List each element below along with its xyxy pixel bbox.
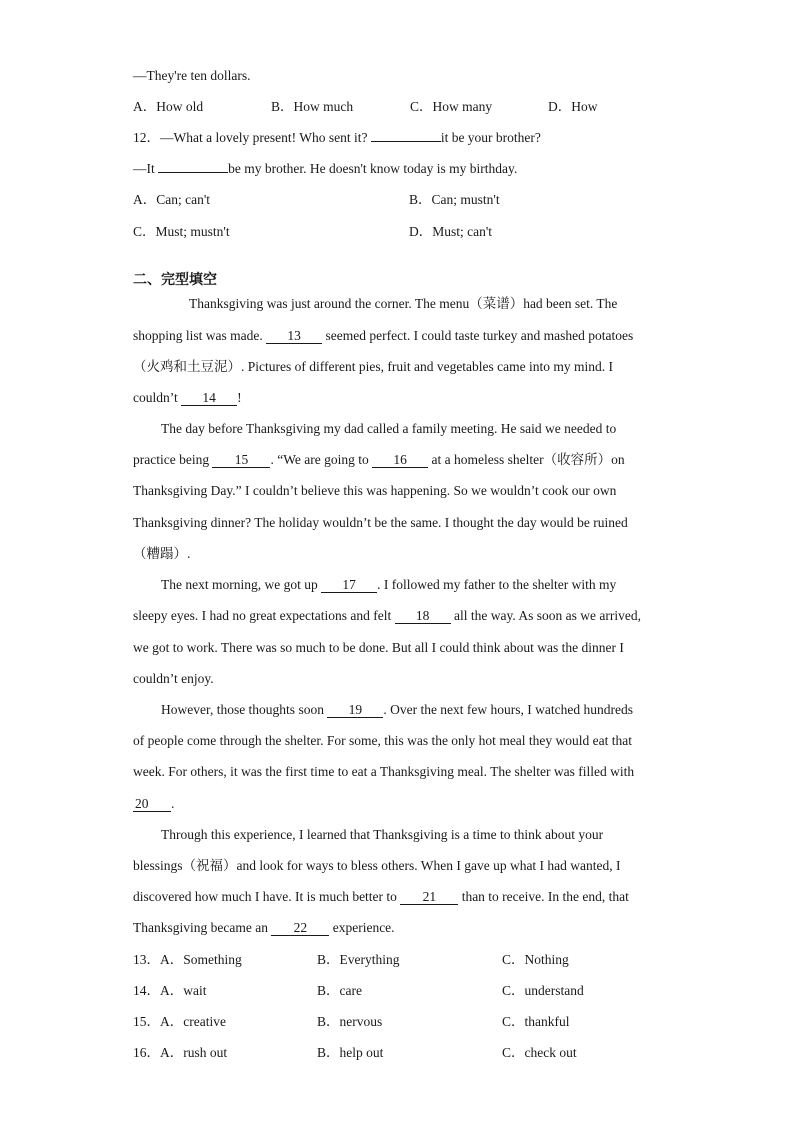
q12-question-line2	[133, 160, 517, 178]
choice-14-a: A．wait	[160, 983, 207, 998]
choice-16-num: 16．	[133, 1045, 160, 1060]
q12-text-a: 12．—What a lovely present! Who sent it?	[133, 130, 371, 145]
blank-18: 18	[395, 608, 451, 624]
p3-text: all the way. As soon as we arrived,	[450, 608, 641, 623]
p4-line1	[161, 701, 633, 719]
p1-line2	[133, 327, 633, 345]
q11-option-a: A．How old	[133, 99, 204, 114]
choice-14-num: 14．	[133, 983, 160, 998]
choice-16-a: A．rush out	[160, 1045, 228, 1060]
p3-line4: couldn’t enjoy.	[133, 671, 214, 686]
blank-14: 14	[181, 390, 237, 406]
p1-text: couldn’t	[133, 390, 182, 405]
q12-blank-1	[371, 141, 441, 142]
p2-text: practice being	[133, 452, 213, 467]
choice-13-b: B．Everything	[317, 952, 400, 967]
choice-14-c: C．understand	[502, 983, 584, 998]
p4-text: However, those thoughts soon	[161, 702, 328, 717]
choice-13-a: A．Something	[160, 952, 242, 967]
q11-option-c: C．How many	[410, 99, 493, 114]
p4-line4	[133, 795, 174, 813]
p2-line3: Thanksgiving Day.” I couldn’t believe this was happening. So we wouldn’t cook our own	[133, 483, 617, 498]
p5-text: experience.	[329, 920, 395, 935]
p3-line1	[161, 576, 616, 594]
blank-13: 13	[266, 328, 322, 344]
p1-text: seemed perfect. I could taste turkey and mashed potatoes	[322, 328, 634, 343]
p1-line3: （火鸡和土豆泥）. Pictures of different pies, fruit and vegetables came into my mind. I	[133, 359, 614, 374]
choice-14-b: B．care	[317, 983, 362, 998]
p5-line2: blessings（祝福）and look for ways to bless others. When I gave up what I had wanted, I	[133, 858, 621, 873]
p1-text: !	[237, 390, 242, 405]
p3-text: sleepy eyes. I had no great expectations and felt	[133, 608, 395, 623]
p1-text: shopping list was made.	[133, 328, 267, 343]
choice-15-c: C．thankful	[502, 1014, 570, 1029]
p4-line3: week. For others, it was the first time to eat a Thanksgiving meal. The shelter was filled with	[133, 764, 635, 779]
p3-line3: we got to work. There was so much to be done. But all I could think about was the dinner I	[133, 640, 624, 655]
q12-blank-2	[158, 172, 228, 173]
q12-option-c: C．Must; mustn't	[133, 224, 230, 239]
q12-text-b: it be your brother?	[440, 130, 541, 145]
q11-option-d: D．How	[548, 99, 598, 114]
blank-19: 19	[327, 702, 383, 718]
p4-text: .	[171, 796, 175, 811]
blank-20: 20	[133, 796, 171, 812]
p3-line2	[133, 607, 641, 625]
section-title: 二、完型填空	[133, 272, 217, 288]
q12-question-line1	[133, 129, 541, 147]
p1-line1: Thanksgiving was just around the corner. The menu（菜谱）had been set. The	[189, 296, 618, 311]
choice-15-num: 15．	[133, 1014, 160, 1029]
q12-option-d: D．Must; can't	[409, 224, 493, 239]
q11-answer-line: —They're ten dollars.	[133, 68, 251, 83]
p5-text: Thanksgiving became an	[133, 920, 272, 935]
blank-16: 16	[372, 452, 428, 468]
blank-22: 22	[271, 920, 329, 936]
p1-line4	[133, 389, 242, 407]
choice-15-a: A．creative	[160, 1014, 226, 1029]
choice-13-num: 13．	[133, 952, 160, 967]
p2-text: . “We are going to	[270, 452, 373, 467]
q12-text-d: be my brother. He doesn't know today is my birthday.	[228, 161, 518, 176]
p4-text: . Over the next few hours, I watched hundreds	[383, 702, 633, 717]
blank-17: 17	[321, 577, 377, 593]
p2-line2	[133, 451, 625, 469]
p5-text: discovered how much I have. It is much better to	[133, 889, 401, 904]
p2-line4: Thanksgiving dinner? The holiday wouldn’t be the same. I thought the day would be ruined	[133, 515, 628, 530]
choice-13-c: C．Nothing	[502, 952, 569, 967]
p3-text: . I followed my father to the shelter with my	[377, 577, 617, 592]
p2-line5: （糟蹋）.	[133, 546, 191, 561]
q12-text-c: —It	[133, 161, 159, 176]
blank-21: 21	[400, 889, 458, 905]
p5-text: than to receive. In the end, that	[458, 889, 629, 904]
p2-text: at a homeless shelter（收容所）on	[428, 452, 625, 467]
choice-16-b: B．help out	[317, 1045, 384, 1060]
p4-line2: of people come through the shelter. For some, this was the only hot meal they would eat that	[133, 733, 633, 748]
p3-text: The next morning, we got up	[161, 577, 322, 592]
q11-option-b: B．How much	[271, 99, 354, 114]
p5-line4	[133, 919, 395, 937]
blank-15: 15	[212, 452, 270, 468]
q12-option-b: B．Can; mustn't	[409, 192, 500, 207]
q12-option-a: A．Can; can't	[133, 192, 211, 207]
p2-line1: The day before Thanksgiving my dad called a family meeting. He said we needed to	[161, 421, 617, 436]
p5-line1: Through this experience, I learned that Thanksgiving is a time to think about your	[161, 827, 604, 842]
choice-16-c: C．check out	[502, 1045, 577, 1060]
choice-15-b: B．nervous	[317, 1014, 383, 1029]
p5-line3	[133, 888, 629, 906]
